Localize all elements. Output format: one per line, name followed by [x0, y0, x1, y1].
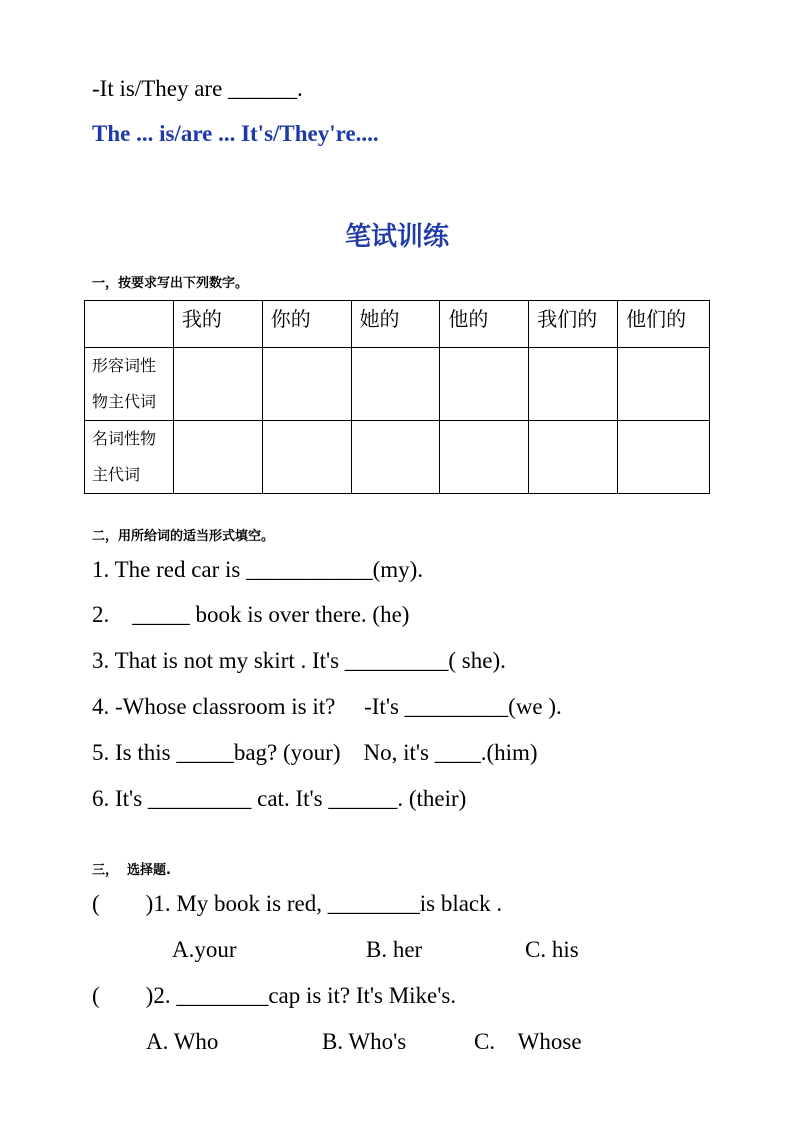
fill-blank-question-6: 6. It's _________ cat. It's ______. (their)	[92, 786, 467, 811]
table-header-cell	[351, 301, 440, 348]
row-label: 名词性物	[92, 429, 157, 448]
fill-blank-question-4: 4. -Whose classroom is it? -It's _________(we ).	[92, 694, 562, 719]
answer-cell[interactable]	[351, 348, 440, 421]
choice-option-c[interactable]: C. Whose	[474, 1029, 582, 1054]
answer-cell[interactable]	[262, 348, 351, 421]
fill-blank-question-2: 2. _____ book is over there. (he)	[92, 602, 410, 627]
column-label: 你的	[270, 307, 311, 331]
table-header-cell	[529, 301, 618, 348]
row-label: 主代词	[92, 465, 141, 484]
column-label: 我们的	[537, 307, 598, 331]
section2-heading: 二，用所给词的适当形式填空。	[92, 529, 275, 544]
sentence-pattern: The ... is/are ... It's/They're....	[92, 121, 379, 146]
table-row	[85, 421, 710, 494]
column-label: 她的	[359, 307, 400, 331]
table-header-cell	[85, 301, 174, 348]
answer-cell[interactable]	[529, 348, 618, 421]
choice-option-b[interactable]: B. Who's	[322, 1029, 407, 1054]
answer-cell[interactable]	[351, 421, 440, 494]
page-title: 笔试训练	[344, 222, 449, 252]
answer-cell[interactable]	[618, 421, 710, 494]
answer-cell[interactable]	[618, 348, 710, 421]
answer-cell[interactable]	[440, 348, 529, 421]
table-header-cell	[262, 301, 351, 348]
choice-option-c[interactable]: C. his	[525, 937, 579, 962]
section3-heading: 三， 选择题.	[92, 863, 171, 878]
column-label: 他的	[448, 307, 489, 331]
choice-option-b[interactable]: B. her	[366, 937, 423, 962]
choice-question-2: ( )2. ________cap is it? It's Mike's.	[92, 983, 457, 1008]
section1-heading: 一，按要求写出下列数字。	[92, 276, 249, 291]
answer-line: -It is/They are ______.	[92, 76, 303, 101]
column-label: 我的	[181, 307, 222, 331]
answer-cell[interactable]	[173, 348, 262, 421]
fill-blank-question-1: 1. The red car is ___________(my).	[92, 557, 424, 582]
table-header-cell	[440, 301, 529, 348]
table-header-row	[85, 301, 710, 348]
table-header-cell	[173, 301, 262, 348]
table-header-cell	[618, 301, 710, 348]
answer-cell[interactable]	[440, 421, 529, 494]
row-label-cell	[85, 421, 174, 494]
fill-blank-question-3: 3. That is not my skirt . It's _________( she).	[92, 648, 506, 673]
choice-option-a[interactable]: A.your	[172, 937, 237, 962]
answer-cell[interactable]	[173, 421, 262, 494]
choice-question-1: ( )1. My book is red, ________is black .	[92, 891, 503, 916]
answer-cell[interactable]	[262, 421, 351, 494]
column-label: 他们的	[626, 307, 687, 331]
fill-blank-question-5: 5. Is this _____bag? (your) No, it's ____.(him)	[92, 740, 538, 765]
row-label-cell	[85, 348, 174, 421]
pronoun-table	[84, 300, 710, 494]
row-label: 形容词性	[92, 356, 157, 375]
choice-option-a[interactable]: A. Who	[146, 1029, 219, 1054]
answer-cell[interactable]	[529, 421, 618, 494]
table-row	[85, 348, 710, 421]
row-label: 物主代词	[92, 392, 157, 411]
